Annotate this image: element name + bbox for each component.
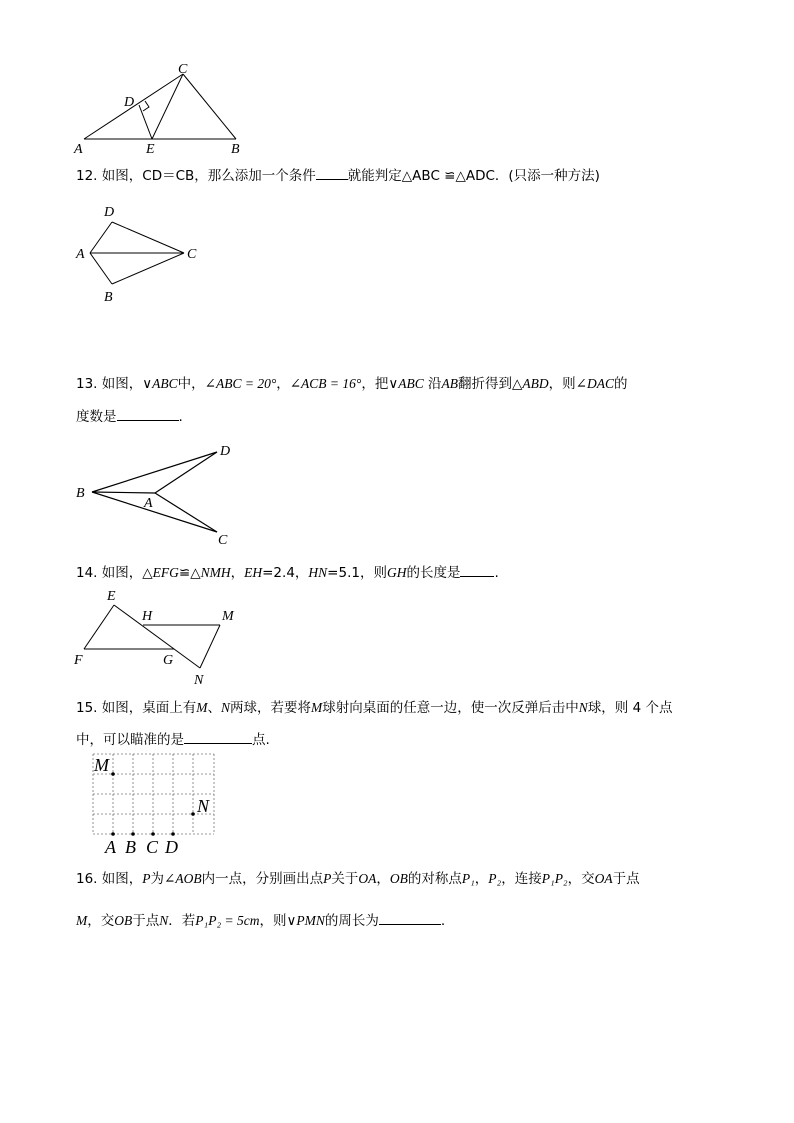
question-13: [76, 373, 627, 395]
label-b: B: [125, 837, 136, 857]
question-12: [76, 165, 600, 187]
label-b: B: [104, 290, 113, 305]
q16-answer-blank[interactable]: [379, 910, 441, 925]
label-h: H: [142, 609, 153, 624]
q16-n: N: [159, 913, 169, 928]
q13-number: 13.: [76, 376, 98, 392]
q15-text: 、: [207, 700, 222, 716]
q13-triangle-abc-2: ∨ABC: [388, 376, 424, 391]
q16-text: 于点: [612, 871, 640, 887]
q13-angle-abc: ∠ABC = 20°: [204, 376, 277, 391]
q16-text: 关于: [331, 871, 359, 887]
q16-m: M: [76, 913, 88, 928]
q13-text: 沿: [428, 376, 442, 392]
q15-m-2: M: [311, 700, 323, 715]
q14-efg: EFG: [152, 565, 179, 580]
q16-text: ，: [474, 871, 489, 887]
q14-eh: EH: [244, 565, 263, 580]
q12-text-a: 如图，CD＝CB，那么添加一个条件: [101, 168, 316, 184]
q13-text: 中，: [177, 376, 205, 392]
q15-text: 点.: [252, 732, 270, 748]
q13-text: 的: [613, 376, 628, 392]
q14-text: =2.4，: [262, 565, 309, 581]
label-n: N: [197, 796, 210, 816]
q16-oa: OA: [358, 871, 377, 886]
q13-triangle-abd: △ABD: [512, 376, 549, 391]
q13-text: ，: [276, 376, 290, 392]
q16-triangle-pmn: ∨PMN: [286, 913, 325, 928]
label-m: M: [222, 609, 234, 624]
label-c: C: [218, 533, 228, 548]
q13-text: ，把: [361, 376, 389, 392]
label-c: C: [146, 837, 159, 857]
q15-text: 如图，桌面上有: [101, 700, 197, 716]
q12-number: 12.: [76, 168, 98, 184]
q14-text: 的长度是: [406, 565, 461, 581]
q15-n-2: N: [578, 700, 588, 715]
label-e: E: [107, 589, 116, 604]
label-g: G: [163, 653, 174, 668]
q14-nmh: NMH: [200, 565, 231, 580]
label-a: A: [105, 837, 116, 857]
label-d: D: [124, 95, 135, 110]
q16-text: 的对称点: [407, 871, 462, 887]
question-16: [76, 868, 640, 890]
label-f: F: [74, 653, 83, 668]
figure-q14: [70, 588, 250, 688]
question-14: [76, 562, 499, 584]
q16-length: P₁P₂ = 5cm: [195, 913, 260, 928]
q15-text: 球，则 4 个点: [587, 700, 673, 716]
q13-answer-blank[interactable]: [117, 406, 179, 421]
q15-text: 球射向桌面的任意一边，使一次反弹后击中: [322, 700, 579, 716]
label-n: N: [194, 673, 204, 688]
figure-q12: [70, 200, 220, 310]
q13-text: 翻折得到: [458, 376, 513, 392]
q14-text: ≌△: [178, 565, 201, 581]
label-c: C: [178, 62, 188, 77]
q16-p-2: P: [323, 871, 332, 886]
q16-text: ．若: [168, 913, 196, 929]
q16-ob: OB: [389, 871, 408, 886]
q16-text: ，交: [567, 871, 595, 887]
q16-p: P: [142, 871, 151, 886]
q15-number: 15.: [76, 700, 98, 716]
q16-text: 的周长为: [324, 913, 379, 929]
q14-text: =5.1，则: [327, 565, 387, 581]
q13-triangle-abc: ∨ABC: [142, 376, 178, 391]
q13-segment-ab: AB: [441, 376, 459, 391]
q15-m: M: [196, 700, 208, 715]
q16-text: 如图，: [101, 871, 143, 887]
label-a: A: [144, 496, 153, 511]
q13-angle-acb: ∠ACB = 16°: [289, 376, 362, 391]
label-c: C: [187, 247, 197, 262]
question-16-line2: [76, 910, 445, 932]
q13-text: 度数是: [76, 409, 117, 425]
q14-answer-blank[interactable]: [460, 562, 494, 577]
q16-text: 为: [150, 871, 165, 887]
label-d: D: [104, 205, 115, 220]
q16-p2: P₂: [488, 871, 502, 886]
q13-text: 如图，: [101, 376, 143, 392]
q16-ob-2: OB: [114, 913, 133, 928]
q13-angle-dac: ∠DAC: [575, 376, 614, 391]
question-13-line2: [76, 406, 183, 428]
q15-text: 中，可以瞄准的是: [76, 732, 184, 748]
q16-period: .: [440, 913, 446, 929]
label-a: A: [74, 142, 83, 157]
label-m: M: [94, 755, 109, 775]
q16-oa-2: OA: [594, 871, 613, 886]
figure-q15-grid: [80, 748, 230, 858]
q16-text: ，连接: [501, 871, 542, 887]
q16-p1: P₁: [461, 871, 475, 886]
label-e: E: [146, 142, 155, 157]
q16-text: ，: [376, 871, 390, 887]
q16-text: ，交: [87, 913, 115, 929]
q15-text: 两球，若要将: [230, 700, 312, 716]
q16-text: 内一点，分别画出点: [201, 871, 324, 887]
q16-number: 16.: [76, 871, 98, 887]
question-15: [76, 697, 672, 719]
q16-text: ，则: [259, 913, 287, 929]
q14-hn: HN: [308, 565, 328, 580]
q12-answer-blank[interactable]: [316, 165, 348, 180]
label-b: B: [231, 142, 240, 157]
q12-text-b: 就能判定△ABC ≌△ADC．(只添一种方法): [347, 168, 600, 184]
q16-angle-aob: ∠AOB: [164, 871, 202, 886]
q14-text: ，: [230, 565, 245, 581]
q14-period: .: [494, 565, 499, 581]
q13-text: ，则: [548, 376, 576, 392]
q14-number: 14.: [76, 565, 98, 581]
label-d: D: [220, 444, 231, 459]
q15-n: N: [221, 700, 231, 715]
label-b: B: [76, 486, 85, 501]
q16-text: 于点: [132, 913, 160, 929]
q15-answer-blank[interactable]: [184, 729, 252, 744]
q16-p1p2: P₁P₂: [541, 871, 568, 886]
figure-q11: [70, 60, 260, 160]
figure-q13: [70, 440, 250, 550]
label-d: D: [165, 837, 178, 857]
q14-gh: GH: [386, 565, 407, 580]
q14-text: 如图，△: [101, 565, 153, 581]
q13-period: .: [178, 409, 183, 425]
label-a: A: [76, 247, 85, 262]
